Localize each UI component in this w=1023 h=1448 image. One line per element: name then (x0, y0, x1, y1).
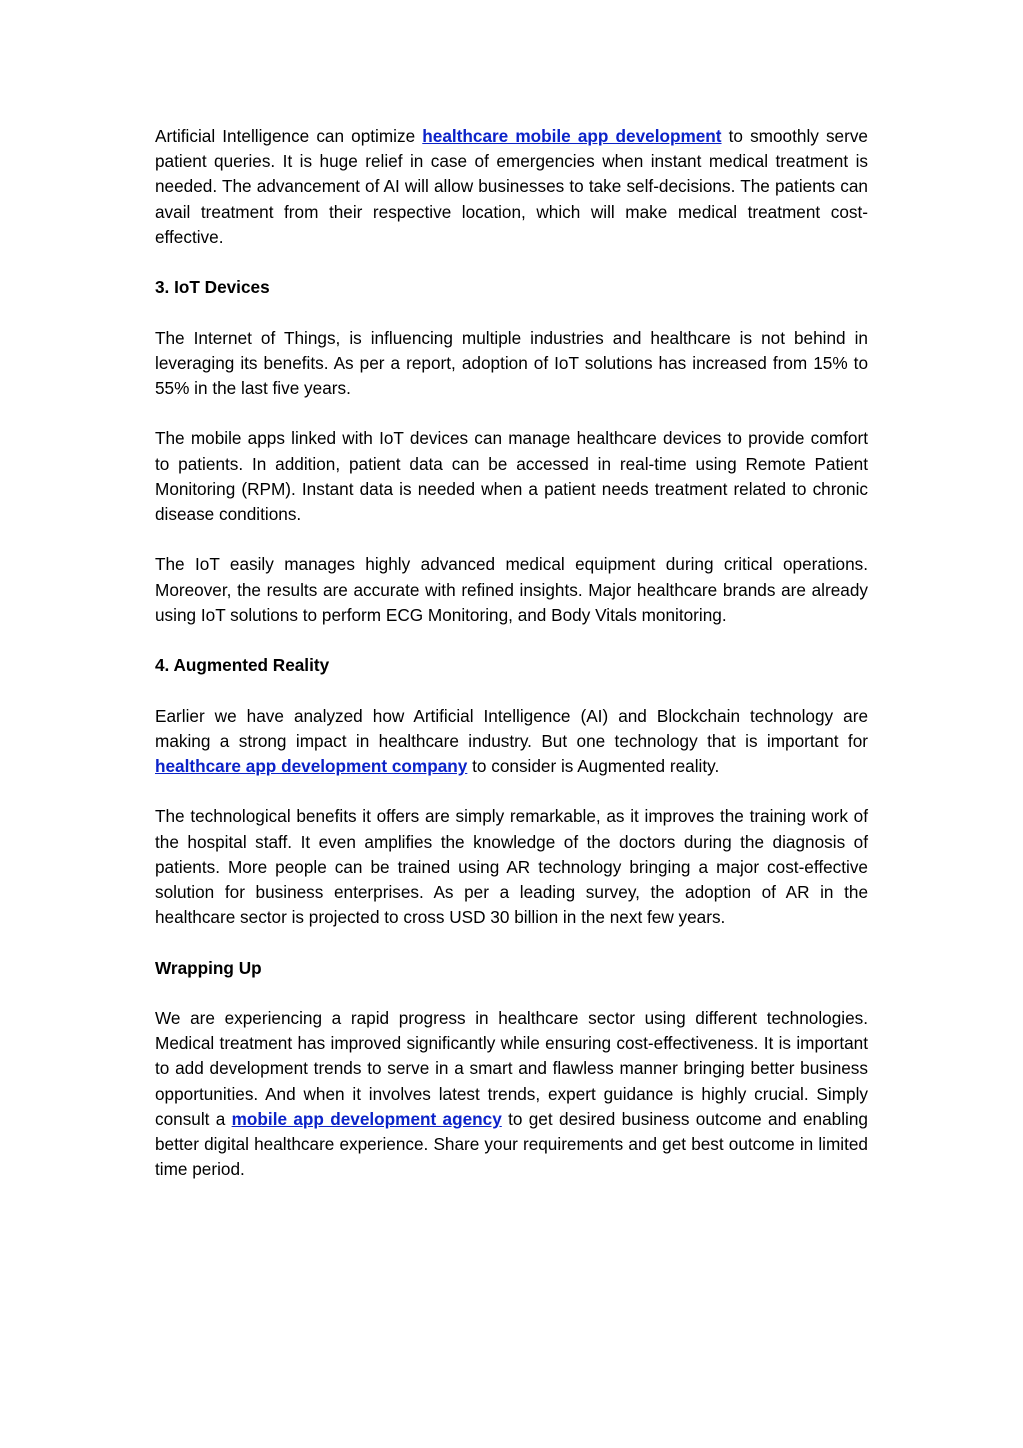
paragraph-text: to consider is Augmented reality. (467, 755, 720, 776)
paragraph-ar-intro (155, 704, 868, 780)
paragraph-text: to smoothly serve patient queries. It is huge relief in case of emergencies when instant medical treatment is needed. The advancement of AI will allow businesses to take self-decisions. The patients can avail treatment from their respective location, which will make medical treatment cost-effective. (155, 126, 868, 247)
paragraph-conclusion (155, 1006, 868, 1182)
paragraph-ai-optimization (155, 124, 868, 250)
paragraph-iot-equipment: The IoT easily manages highly advanced medical equipment during critical operations. Moreover, the results are accurate with refined insights. Major healthcare brands are already using IoT solutions to perform ECG Monitoring, and Body Vitals monitoring. (155, 554, 868, 625)
healthcare-mobile-app-development-link[interactable]: healthcare mobile app development (422, 126, 722, 146)
heading-augmented-reality: 4. Augmented Reality (155, 655, 330, 676)
paragraph-text: Artificial Intelligence can optimize (155, 126, 423, 146)
paragraph-text: We are experiencing a rapid progress in healthcare sector using different technologies. Medical treatment has improved significantly while ensuring cost-effectiveness. It is important to add development trends to serve in a smart and flawless manner bringing better business opportunities. And when it involves latest trends, expert guidance is highly crucial. Simply consult a (155, 1007, 868, 1129)
heading-wrapping-up: Wrapping Up (155, 957, 262, 978)
paragraph-text: to get desired business outcome and enabling better digital healthcare experience. Share your requirements and get best outcome in limited time period. (155, 1108, 868, 1180)
paragraph-text: Earlier we have analyzed how Artificial Intelligence (AI) and Blockchain technology are making a strong impact in healthcare industry. But one technology that is important for (155, 705, 868, 751)
healthcare-app-development-company-link[interactable]: healthcare app development company (155, 755, 468, 776)
paragraph-ar-benefits: The technological benefits it offers are simply remarkable, as it improves the training work of the hospital staff. It even amplifies the knowledge of the doctors during the diagnosis of patients. More people can be trained using AR technology bringing a major cost-effective solution for business enterprises. As per a leading survey, the adoption of AR in the healthcare sector is projected to cross USD 30 billion in the next few years. (155, 806, 868, 928)
mobile-app-development-agency-link[interactable]: mobile app development agency (231, 1108, 502, 1129)
document-page (155, 124, 868, 1208)
paragraph-iot-mobile-apps: The mobile apps linked with IoT devices can manage healthcare devices to provide comfort to patients. In addition, patient data can be accessed in real-time using Remote Patient Monitoring (RPM). Instant data is needed when a patient needs treatment related to chronic disease conditions. (155, 428, 868, 524)
paragraph-iot-intro: The Internet of Things, is influencing multiple industries and healthcare is not behind in leveraging its benefits. As per a report, adoption of IoT solutions has increased from 15% to 55% in the last five years. (155, 327, 868, 398)
heading-iot-devices: 3. IoT Devices (155, 277, 270, 298)
